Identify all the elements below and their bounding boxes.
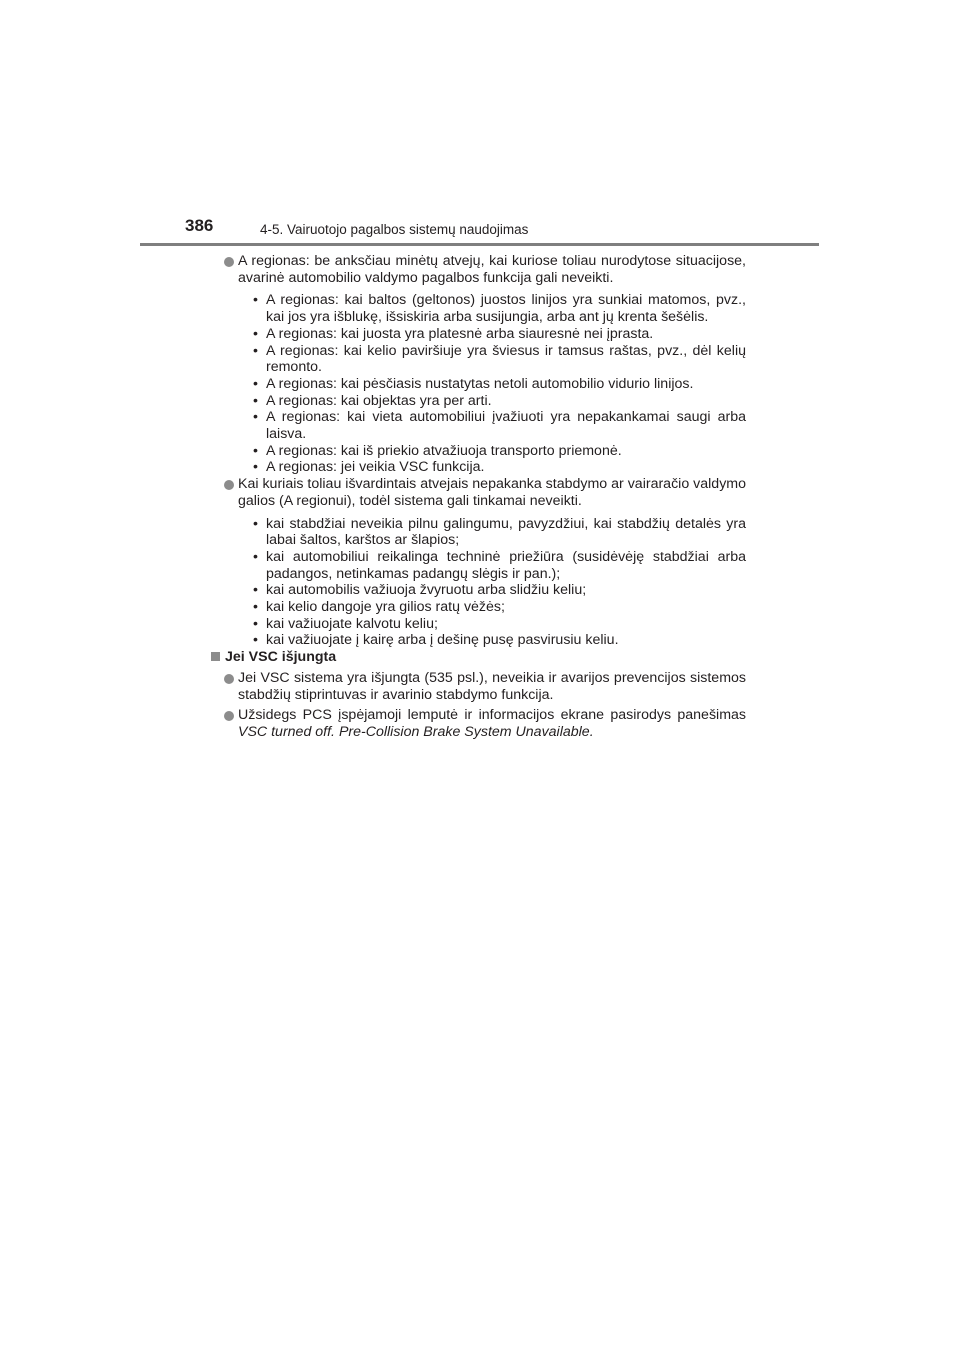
bullet-icon: • bbox=[253, 409, 258, 426]
page-content bbox=[224, 253, 746, 741]
list-item-text: kai automobiliui reikalinga techninė priežiūra (susidėvėję stabdžiai arba padangos, netinkamas padangų slėgis ir pan.); bbox=[266, 548, 746, 582]
list-item-text: A regionas: jei veikia VSC funkcija. bbox=[266, 459, 485, 476]
list-item-text: A regionas: kai pėsčiasis nustatytas netoli automobilio vidurio linijos. bbox=[266, 375, 694, 392]
square-bullet-icon bbox=[211, 652, 220, 661]
list-item-text: kai važiuojate į kairę arba į dešinę pusę pasvirusiu keliu. bbox=[266, 632, 619, 649]
section-heading bbox=[211, 649, 746, 666]
list-item bbox=[238, 409, 746, 442]
bullet-icon: • bbox=[253, 392, 258, 409]
bullet-icon: • bbox=[253, 632, 258, 649]
list-item bbox=[238, 292, 746, 325]
list-item bbox=[238, 616, 746, 633]
list-item-text: kai važiuojate kalvotu keliu; bbox=[266, 615, 438, 632]
circle-bullet-icon bbox=[224, 674, 234, 684]
circle-bullet-paragraph bbox=[224, 670, 746, 703]
sub-list bbox=[238, 292, 746, 476]
bullet-icon: • bbox=[253, 325, 258, 342]
paragraph-text: Kai kuriais toliau išvardintais atvejais nepakanka stabdymo ar vairaračio valdymo galios (A regionui), todėl sistema gali tinkamai neveikti. bbox=[238, 476, 746, 509]
bullet-icon: • bbox=[253, 459, 258, 476]
circle-bullet-paragraph bbox=[224, 476, 746, 649]
list-item-text: A regionas: kai objektas yra per arti. bbox=[266, 392, 492, 409]
sub-list bbox=[238, 516, 746, 650]
list-item bbox=[238, 459, 746, 476]
list-item bbox=[238, 516, 746, 549]
list-item-text: A regionas: kai iš priekio atvažiuoja transporto priemonė. bbox=[266, 442, 622, 459]
bullet-icon: • bbox=[253, 442, 258, 459]
bullet-icon: • bbox=[253, 375, 258, 392]
list-item bbox=[238, 343, 746, 376]
circle-bullet-icon bbox=[224, 480, 234, 490]
list-item bbox=[238, 599, 746, 616]
circle-bullet-paragraph bbox=[224, 253, 746, 476]
circle-bullet-paragraph bbox=[224, 707, 746, 740]
warning-message-text: VSC turned off. Pre-Collision Brake System Unavailable. bbox=[238, 723, 594, 740]
bullet-icon: • bbox=[253, 548, 258, 565]
section-heading-text: Jei VSC išjungta bbox=[225, 649, 337, 666]
bullet-icon: • bbox=[253, 599, 258, 616]
list-item bbox=[238, 582, 746, 599]
list-item-text: A regionas: kai kelio paviršiuje yra šviesus ir tamsus raštas, pvz., dėl kelių remonto. bbox=[266, 342, 746, 376]
circle-bullet-icon bbox=[224, 711, 234, 721]
list-item bbox=[238, 549, 746, 582]
section-title: 4-5. Vairuotojo pagalbos sistemų naudojimas bbox=[260, 222, 529, 237]
list-item-text: kai stabdžiai neveikia pilnu galingumu, pavyzdžiui, kai stabdžių detalės yra labai šaltos, karštos ar šlapios; bbox=[266, 515, 746, 549]
header-divider bbox=[140, 243, 819, 246]
bullet-icon: • bbox=[253, 515, 258, 532]
list-item bbox=[238, 393, 746, 410]
list-item-text: kai automobilis važiuoja žvyruotu arba slidžiu keliu; bbox=[266, 582, 587, 599]
paragraph-text: Užsidegs PCS įspėjamoji lemputė ir informacijos ekrane pasirodys panešimas bbox=[238, 707, 746, 724]
bullet-icon: • bbox=[253, 615, 258, 632]
bullet-icon: • bbox=[253, 582, 258, 599]
paragraph-text: Jei VSC sistema yra išjungta (535 psl.), neveikia ir avarijos prevencijos sistemos stabdžių stiprintuvas ir avarinio stabdymo funkcija. bbox=[238, 669, 746, 703]
paragraph-text: A regionas: be anksčiau minėtų atvejų, kai kuriose toliau nurodytose situacijose, avarinė automobilio valdymo pagalbos funkcija gali neveikti. bbox=[238, 253, 746, 286]
circle-bullet-icon bbox=[224, 257, 234, 267]
page-number: 386 bbox=[185, 216, 214, 235]
list-item bbox=[238, 376, 746, 393]
list-item-text: A regionas: kai juosta yra platesnė arba siauresnė nei įprasta. bbox=[266, 325, 654, 342]
list-item bbox=[238, 326, 746, 343]
list-item-text: A regionas: kai vieta automobiliui įvažiuoti yra nepakankamai saugi arba laisva. bbox=[266, 409, 746, 443]
list-item-text: A regionas: kai baltos (geltonos) juostos linijos yra sunkiai matomos, pvz., kai jos yra išblukę, išsiskiria arba susijungia, arba ant jų krenta šešėlis. bbox=[266, 292, 746, 326]
list-item bbox=[238, 443, 746, 460]
bullet-icon: • bbox=[253, 342, 258, 359]
list-item bbox=[238, 632, 746, 649]
bullet-icon: • bbox=[253, 292, 258, 309]
list-item-text: kai kelio dangoje yra gilios ratų vėžės; bbox=[266, 599, 505, 616]
